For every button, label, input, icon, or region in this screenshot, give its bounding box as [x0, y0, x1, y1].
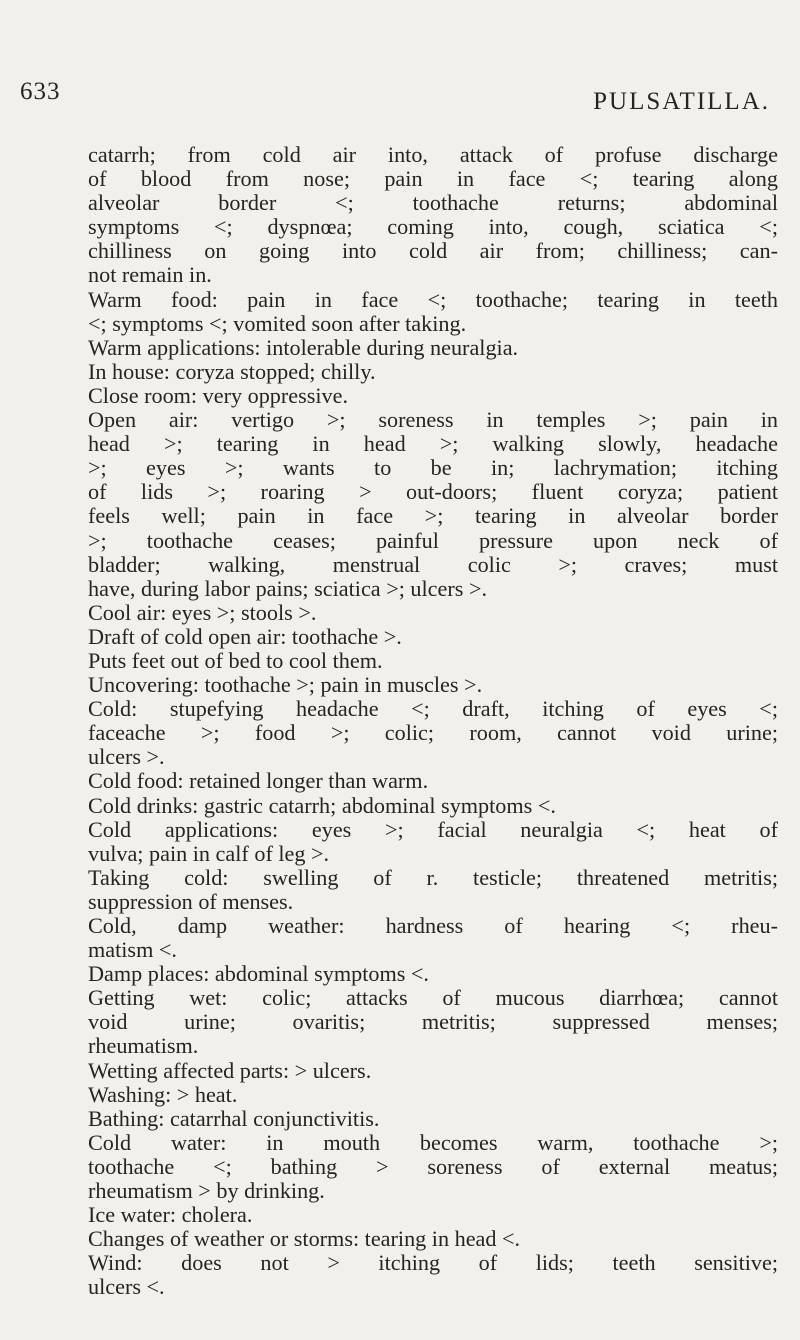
- text-line: have, during labor pains; sciatica >; ulcers >.: [88, 575, 488, 601]
- text-line: <; symptoms <; vomited soon after taking.: [88, 310, 467, 336]
- text-paragraph: [88, 384, 778, 408]
- text-line: alveolar border <; toothache returns; abdominal: [88, 190, 778, 216]
- text-line: Changes of weather or storms: tearing in head <.: [88, 1226, 521, 1252]
- text-paragraph: [88, 1131, 778, 1203]
- text-paragraph: [88, 866, 778, 914]
- text-line: toothache <; bathing > soreness of external meatus;: [88, 1153, 778, 1179]
- text-paragraph: [88, 914, 778, 962]
- text-line: rheumatism.: [88, 1033, 199, 1059]
- text-line: Cold food: retained longer than warm.: [88, 768, 429, 794]
- text-paragraph: [88, 1059, 778, 1083]
- text-paragraph: [88, 697, 778, 769]
- text-paragraph: [88, 288, 778, 336]
- text-line: not remain in.: [88, 262, 212, 288]
- text-paragraph: [88, 986, 778, 1058]
- text-line: Damp places: abdominal symptoms <.: [88, 961, 429, 987]
- text-line: of blood from nose; pain in face <; tearing along: [88, 166, 778, 192]
- text-line: rheumatism > by drinking.: [88, 1178, 325, 1204]
- text-paragraph: [88, 769, 778, 793]
- running-head: PULSATILLA.: [593, 88, 770, 115]
- text-paragraph: [88, 1227, 778, 1251]
- text-paragraph: [88, 1083, 778, 1107]
- text-line: ulcers >.: [88, 744, 165, 770]
- text-line: faceache >; food >; colic; room, cannot void urine;: [88, 720, 778, 746]
- text-line: chilliness on going into cold air from; chilliness; can-: [88, 238, 778, 264]
- text-line: catarrh; from cold air into, attack of profuse discharge: [88, 142, 778, 167]
- text-line: matism <.: [88, 937, 177, 963]
- text-paragraph: [88, 143, 778, 288]
- text-line: Cold, damp weather: hardness of hearing <; rheu-: [88, 913, 778, 938]
- text-line: Getting wet: colic; attacks of mucous diarrhœa; cannot: [88, 985, 778, 1011]
- text-paragraph: [88, 336, 778, 360]
- text-paragraph: [88, 794, 778, 818]
- text-line: ulcers <.: [88, 1274, 165, 1300]
- text-line: >; eyes >; wants to be in; lachrymation; itching: [88, 455, 778, 481]
- text-paragraph: [88, 649, 778, 673]
- text-line: Cool air: eyes >; stools >.: [88, 599, 317, 625]
- text-line: head >; tearing in head >; walking slowly, headache: [88, 431, 778, 457]
- text-line: feels well; pain in face >; tearing in alveolar border: [88, 503, 778, 529]
- text-line: Bathing: catarrhal conjunctivitis.: [88, 1105, 380, 1131]
- text-line: Wind: does not > itching of lids; teeth sensitive;: [88, 1250, 778, 1276]
- text-line: symptoms <; dyspnœa; coming into, cough, sciatica <;: [88, 214, 778, 240]
- text-line: Cold applications: eyes >; facial neuralgia <; heat of: [88, 816, 778, 842]
- text-line: bladder; walking, menstrual colic >; craves; must: [88, 551, 778, 577]
- text-line: Ice water: cholera.: [88, 1202, 253, 1228]
- text-paragraph: [88, 360, 778, 384]
- text-paragraph: [88, 1203, 778, 1227]
- text-line: Cold water: in mouth becomes warm, toothache >;: [88, 1129, 778, 1155]
- text-line: >; toothache ceases; painful pressure upon neck of: [88, 527, 778, 553]
- text-line: Cold: stupefying headache <; draft, itching of eyes <;: [88, 696, 778, 722]
- text-line: Wetting affected parts: > ulcers.: [88, 1057, 372, 1083]
- text-paragraph: [88, 673, 778, 697]
- page-number: 633: [20, 78, 61, 105]
- text-line: suppression of menses.: [88, 888, 294, 914]
- text-line: Cold drinks: gastric catarrh; abdominal symptoms <.: [88, 792, 556, 818]
- text-line: Washing: > heat.: [88, 1081, 238, 1107]
- text-line: Puts feet out of bed to cool them.: [88, 647, 383, 673]
- text-line: Close room: very oppressive.: [88, 382, 349, 408]
- text-paragraph: [88, 625, 778, 649]
- body-text: [88, 143, 778, 1300]
- text-line: Uncovering: toothache >; pain in muscles >.: [88, 672, 483, 698]
- text-line: Open air: vertigo >; soreness in temples >; pain in: [88, 407, 778, 433]
- text-paragraph: [88, 408, 778, 601]
- text-paragraph: [88, 601, 778, 625]
- text-line: vulva; pain in calf of leg >.: [88, 840, 330, 866]
- text-line: Warm applications: intolerable during neuralgia.: [88, 334, 519, 360]
- text-line: of lids >; roaring > out-doors; fluent coryza; patient: [88, 479, 778, 505]
- text-line: Draft of cold open air: toothache >.: [88, 623, 402, 649]
- text-line: In house: coryza stopped; chilly.: [88, 358, 376, 384]
- text-paragraph: [88, 962, 778, 986]
- text-line: Warm food: pain in face <; toothache; tearing in teeth: [88, 286, 778, 312]
- text-paragraph: [88, 1251, 778, 1299]
- text-paragraph: [88, 1107, 778, 1131]
- text-line: Taking cold: swelling of r. testicle; threatened metritis;: [88, 864, 778, 890]
- text-paragraph: [88, 818, 778, 866]
- text-line: void urine; ovaritis; metritis; suppressed menses;: [88, 1009, 778, 1035]
